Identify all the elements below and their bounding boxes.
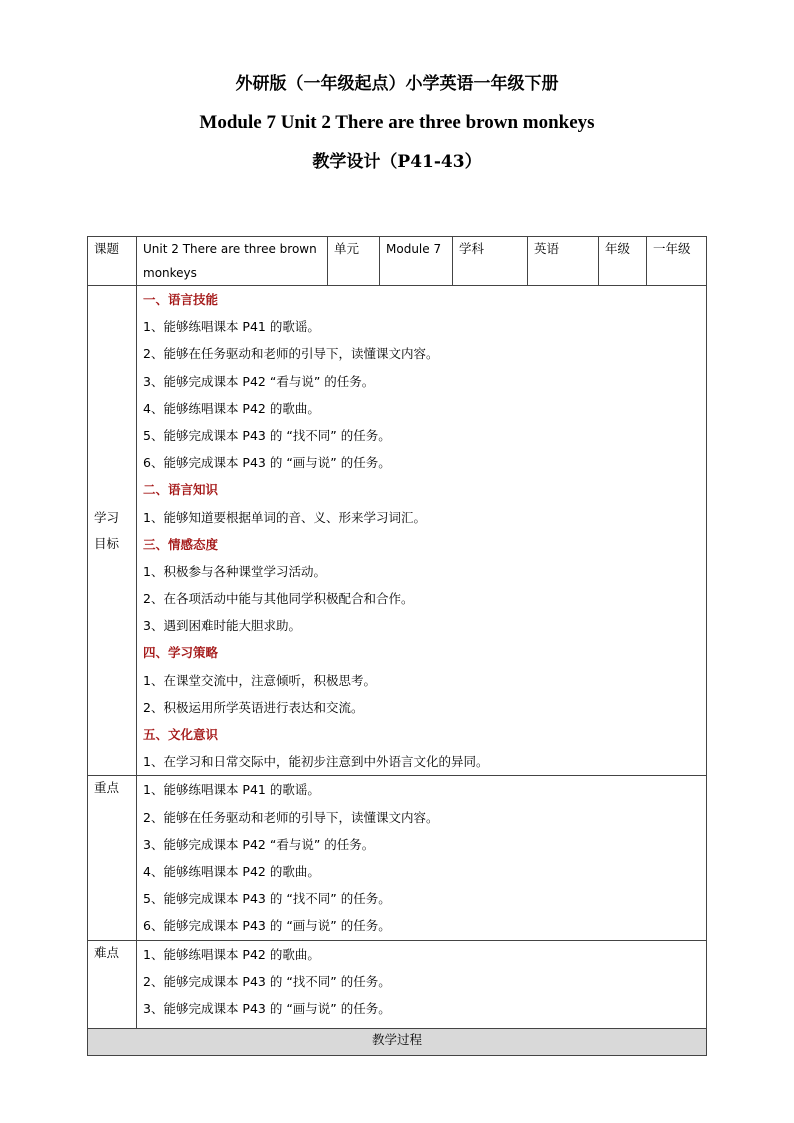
title-line-1: 外研版（一年级起点）小学英语一年级下册 bbox=[235, 74, 559, 94]
list-item: 3、遇到困难时能大胆求助。 bbox=[143, 618, 301, 634]
key-points-row bbox=[88, 776, 707, 940]
process-header: 教学过程 bbox=[88, 1029, 707, 1056]
list-item: 2、积极运用所学英语进行表达和交流。 bbox=[143, 699, 364, 715]
list-item: 6、能够完成课本 P43 的 “画与说” 的任务。 bbox=[143, 918, 391, 934]
difficult-points-row bbox=[88, 940, 707, 1029]
list-item: 3、能够完成课本 P43 的 “画与说” 的任务。 bbox=[143, 1000, 391, 1016]
section-heading: 五、文化意识 bbox=[143, 727, 219, 742]
objectives-content bbox=[137, 286, 707, 776]
difficult-points-content bbox=[137, 940, 707, 1029]
objectives-label bbox=[88, 286, 137, 776]
key-points-content bbox=[137, 776, 707, 940]
grade-value: 一年级 bbox=[647, 237, 707, 286]
list-item: 3、能够完成课本 P42 “看与说” 的任务。 bbox=[143, 836, 375, 852]
list-item: 1、在学习和日常交际中，能初步注意到中外语言文化的异同。 bbox=[143, 754, 489, 770]
list-item: 1、能够知道要根据单词的音、义、形来学习词汇。 bbox=[143, 509, 426, 525]
list-item: 5、能够完成课本 P43 的 “找不同” 的任务。 bbox=[143, 427, 391, 443]
topic-label: 课题 bbox=[88, 237, 137, 286]
difficult-points-list bbox=[143, 941, 700, 1023]
list-item: 1、在课堂交流中，注意倾听，积极思考。 bbox=[143, 672, 376, 688]
document-header bbox=[0, 74, 794, 191]
topic-value: Unit 2 There are three brown monkeys bbox=[137, 237, 328, 286]
process-row bbox=[88, 1029, 707, 1056]
objectives-row bbox=[88, 286, 707, 776]
list-item: 1、能够练唱课本 P41 的歌谣。 bbox=[143, 319, 320, 335]
subject-value: 英语 bbox=[528, 237, 599, 286]
key-points-label: 重点 bbox=[88, 776, 137, 940]
list-item: 6、能够完成课本 P43 的 “画与说” 的任务。 bbox=[143, 455, 391, 471]
section-heading: 三、情感态度 bbox=[143, 536, 219, 552]
list-item: 2、在各项活动中能与其他同学积极配合和合作。 bbox=[143, 591, 414, 607]
info-row bbox=[88, 237, 707, 286]
list-item: 4、能够练唱课本 P42 的歌曲。 bbox=[143, 400, 320, 416]
list-item: 5、能够完成课本 P43 的 “找不同” 的任务。 bbox=[143, 891, 391, 907]
list-item: 2、能够在任务驱动和老师的引导下，读懂课文内容。 bbox=[143, 809, 439, 825]
objectives-label-line-2: 目标 bbox=[94, 535, 120, 551]
list-item: 1、能够练唱课本 P41 的歌谣。 bbox=[143, 782, 320, 798]
difficult-points-label: 难点 bbox=[88, 940, 137, 1029]
grade-label: 年级 bbox=[599, 237, 647, 286]
objectives-label-line-1: 学习 bbox=[94, 509, 120, 525]
list-item: 2、能够完成课本 P43 的 “找不同” 的任务。 bbox=[143, 973, 391, 989]
list-item: 1、能够练唱课本 P42 的歌曲。 bbox=[143, 946, 320, 962]
subject-label: 学科 bbox=[453, 237, 528, 286]
unit-label: 单元 bbox=[328, 237, 380, 286]
title-line-3: 教学设计（P41-43） bbox=[312, 152, 482, 172]
unit-value: Module 7 bbox=[380, 237, 453, 286]
section-heading: 一、语言技能 bbox=[143, 292, 219, 307]
objectives-list bbox=[143, 286, 700, 775]
section-heading: 二、语言知识 bbox=[143, 482, 219, 498]
list-item: 2、能够在任务驱动和老师的引导下，读懂课文内容。 bbox=[143, 346, 439, 362]
list-item: 4、能够练唱课本 P42 的歌曲。 bbox=[143, 863, 320, 879]
title-line-2: Module 7 Unit 2 There are three brown monkeys bbox=[199, 112, 595, 133]
list-item: 1、积极参与各种课堂学习活动。 bbox=[143, 563, 326, 579]
key-points-list bbox=[143, 776, 700, 939]
lesson-plan-table bbox=[87, 236, 707, 1056]
list-item: 3、能够完成课本 P42 “看与说” 的任务。 bbox=[143, 373, 375, 389]
section-heading: 四、学习策略 bbox=[143, 645, 219, 661]
